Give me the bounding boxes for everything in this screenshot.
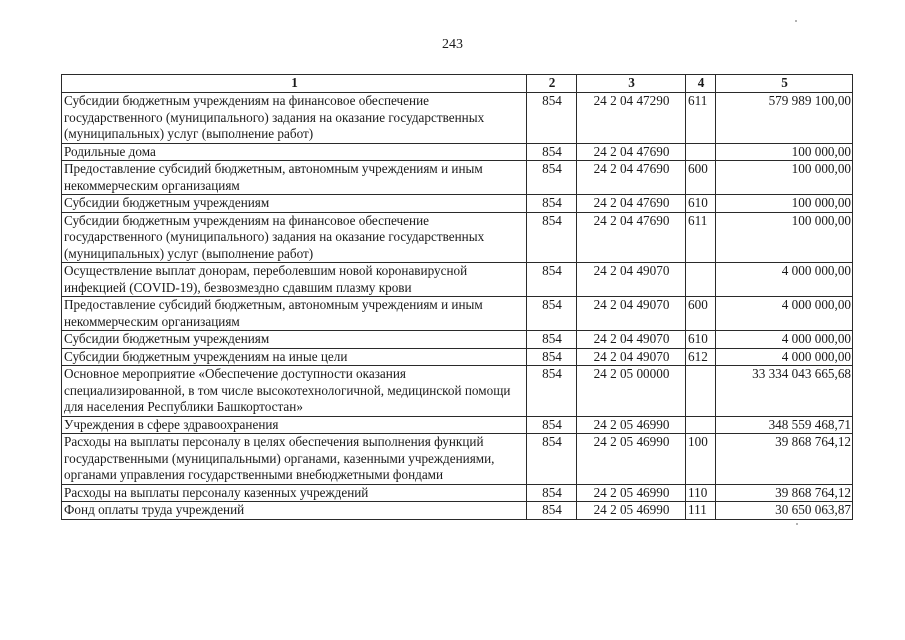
cell-target: 24 2 04 47690 bbox=[577, 143, 686, 161]
cell-ministry: 854 bbox=[527, 502, 577, 520]
cell-target: 24 2 04 49070 bbox=[577, 263, 686, 297]
cell-amount: 348 559 468,71 bbox=[716, 416, 853, 434]
cell-target: 24 2 05 46990 bbox=[577, 484, 686, 502]
cell-amount: 4 000 000,00 bbox=[716, 263, 853, 297]
cell-ministry: 854 bbox=[527, 161, 577, 195]
cell-amount: 30 650 063,87 bbox=[716, 502, 853, 520]
cell-ministry: 854 bbox=[527, 331, 577, 349]
cell-target: 24 2 05 46990 bbox=[577, 416, 686, 434]
cell-amount: 100 000,00 bbox=[716, 161, 853, 195]
cell-target: 24 2 04 47690 bbox=[577, 161, 686, 195]
cell-expense-type bbox=[686, 366, 716, 417]
cell-target: 24 2 04 49070 bbox=[577, 297, 686, 331]
table-row bbox=[62, 484, 853, 502]
cell-amount: 39 868 764,12 bbox=[716, 434, 853, 485]
cell-amount: 100 000,00 bbox=[716, 195, 853, 213]
table-row bbox=[62, 366, 853, 417]
table-row bbox=[62, 502, 853, 520]
cell-target: 24 2 04 47290 bbox=[577, 93, 686, 144]
cell-name: Осуществление выплат донорам, переболевшим новой коронавирусной инфекцией (COVID-19), безвозмездно сдавшим плазму крови bbox=[62, 263, 527, 297]
cell-expense-type bbox=[686, 416, 716, 434]
cell-ministry: 854 bbox=[527, 143, 577, 161]
cell-expense-type: 110 bbox=[686, 484, 716, 502]
cell-target: 24 2 05 00000 bbox=[577, 366, 686, 417]
cell-expense-type: 600 bbox=[686, 161, 716, 195]
cell-amount: 4 000 000,00 bbox=[716, 297, 853, 331]
cell-ministry: 854 bbox=[527, 416, 577, 434]
cell-target: 24 2 05 46990 bbox=[577, 434, 686, 485]
cell-name: Учреждения в сфере здравоохранения bbox=[62, 416, 527, 434]
column-header-ministry: 2 bbox=[527, 75, 577, 93]
cell-name: Расходы на выплаты персоналу казенных учреждений bbox=[62, 484, 527, 502]
cell-name: Предоставление субсидий бюджетным, автономным учреждениям и иным некоммерческим организациям bbox=[62, 297, 527, 331]
cell-amount: 100 000,00 bbox=[716, 143, 853, 161]
cell-ministry: 854 bbox=[527, 212, 577, 263]
table-row bbox=[62, 434, 853, 485]
cell-amount: 39 868 764,12 bbox=[716, 484, 853, 502]
cell-name: Субсидии бюджетным учреждениям на финансовое обеспечение государственного (муниципального) задания на оказание государственных (муниципальных) услуг (выполнение работ) bbox=[62, 93, 527, 144]
table-row bbox=[62, 161, 853, 195]
scan-speck bbox=[795, 20, 797, 22]
table-row bbox=[62, 297, 853, 331]
table-row bbox=[62, 195, 853, 213]
cell-target: 24 2 04 49070 bbox=[577, 331, 686, 349]
budget-table bbox=[61, 74, 853, 520]
table-row bbox=[62, 416, 853, 434]
cell-name: Родильные дома bbox=[62, 143, 527, 161]
cell-expense-type bbox=[686, 143, 716, 161]
column-header-amount: 5 bbox=[716, 75, 853, 93]
cell-ministry: 854 bbox=[527, 93, 577, 144]
table-row bbox=[62, 93, 853, 144]
cell-expense-type: 611 bbox=[686, 93, 716, 144]
cell-target: 24 2 04 47690 bbox=[577, 195, 686, 213]
cell-expense-type: 600 bbox=[686, 297, 716, 331]
cell-expense-type: 610 bbox=[686, 195, 716, 213]
cell-ministry: 854 bbox=[527, 297, 577, 331]
table-row bbox=[62, 212, 853, 263]
cell-name: Субсидии бюджетным учреждениям bbox=[62, 331, 527, 349]
table-row bbox=[62, 143, 853, 161]
table-row bbox=[62, 263, 853, 297]
cell-target: 24 2 05 46990 bbox=[577, 502, 686, 520]
table-row bbox=[62, 331, 853, 349]
table-header-row bbox=[62, 75, 853, 93]
cell-name: Субсидии бюджетным учреждениям bbox=[62, 195, 527, 213]
cell-ministry: 854 bbox=[527, 348, 577, 366]
cell-expense-type: 111 bbox=[686, 502, 716, 520]
cell-name: Субсидии бюджетным учреждениям на финансовое обеспечение государственного (муниципального) задания на оказание государственных (муниципальных) услуг (выполнение работ) bbox=[62, 212, 527, 263]
cell-ministry: 854 bbox=[527, 195, 577, 213]
cell-name: Фонд оплаты труда учреждений bbox=[62, 502, 527, 520]
cell-amount: 100 000,00 bbox=[716, 212, 853, 263]
cell-ministry: 854 bbox=[527, 484, 577, 502]
cell-ministry: 854 bbox=[527, 366, 577, 417]
table-row bbox=[62, 348, 853, 366]
cell-name: Субсидии бюджетным учреждениям на иные цели bbox=[62, 348, 527, 366]
column-header-expense-type: 4 bbox=[686, 75, 716, 93]
cell-amount: 4 000 000,00 bbox=[716, 331, 853, 349]
cell-target: 24 2 04 47690 bbox=[577, 212, 686, 263]
cell-expense-type bbox=[686, 263, 716, 297]
cell-name: Основное мероприятие «Обеспечение доступности оказания специализированной, в том числе высокотехнологичной, медицинской помощи для населения Республики Башкортостан» bbox=[62, 366, 527, 417]
cell-ministry: 854 bbox=[527, 434, 577, 485]
cell-expense-type: 100 bbox=[686, 434, 716, 485]
cell-target: 24 2 04 49070 bbox=[577, 348, 686, 366]
cell-expense-type: 611 bbox=[686, 212, 716, 263]
column-header-target: 3 bbox=[577, 75, 686, 93]
cell-ministry: 854 bbox=[527, 263, 577, 297]
cell-expense-type: 610 bbox=[686, 331, 716, 349]
cell-amount: 579 989 100,00 bbox=[716, 93, 853, 144]
page-number: 243 bbox=[442, 37, 463, 52]
scan-speck bbox=[796, 523, 798, 525]
cell-name: Предоставление субсидий бюджетным, автономным учреждениям и иным некоммерческим организациям bbox=[62, 161, 527, 195]
cell-amount: 4 000 000,00 bbox=[716, 348, 853, 366]
cell-expense-type: 612 bbox=[686, 348, 716, 366]
cell-name: Расходы на выплаты персоналу в целях обеспечения выполнения функций государственными (муниципальными) органами, казенными учреждениями, органами управления государственными внебюджетными фондами bbox=[62, 434, 527, 485]
column-header-name: 1 bbox=[62, 75, 527, 93]
cell-amount: 33 334 043 665,68 bbox=[716, 366, 853, 417]
